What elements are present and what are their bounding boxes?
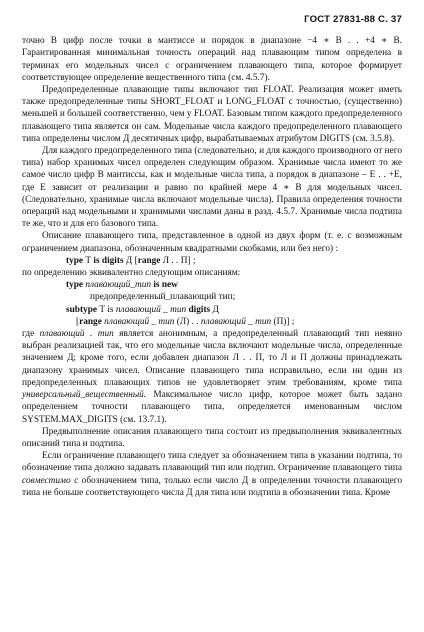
code-line-4: subtype Т is плавающий _ тип digits Д: [66, 304, 219, 315]
paragraph-7: Если ограничение плавающего типа следует за обозначением типа в указании подтипа, то обозначение типа должно задавать плавающий тип или подтип. Ограничение плавающего типа совместимо с обозначением типа, только если число Д в определении точности плавающего типа не больше соответствующего числа Д для типа или подтипа в обозначении типа. Кроме: [22, 451, 402, 498]
paragraph-3: Для каждого предопределенного типа (следовательно, и для каждого производного от него типа) набор хранимых чисел определен следующим образом. Хранимые числа имеют то же самое число цифр В мантиссы, как и модельные числа типа, а порядок в диапазоне – Е . . +Е, где Е зависит от реализации и равно по крайней мере 4 ∗ В для модельных чисел. (Следовательно, хранимые числа включают модельные числа). Правила определения точности операций над модельными и хранимыми числами даны в разд. 4.5.7. Хранимые числа подтипа те же, что и для его базового типа.: [22, 146, 402, 230]
paragraph-4: Описание плавающего типа, представленное в одной из двух форм (т. е. с возможным ограничением диапазона, обозначенным квадратными скобками, или без него) :: [22, 231, 402, 254]
keyword-type: type: [66, 255, 84, 266]
keyword-is-digits: is digits: [93, 255, 124, 266]
paragraph-2: Предопределенные плавающие типы включают тип FLOAT. Реализация может иметь также предопределенные типы SHORT_FLOAT и LONG_FLOAT с точностью, (существенно) меньшей и большей соответственно, чем у FLOAT. Базовым типом каждого предопределенного плавающего типа является он сам. Модельные числа каждого предопределенного плавающего типа определены числом Д десятичных цифр, вырабатываемых атрибутом DIGITS (см. 3.5.8).: [22, 85, 402, 144]
keyword-range: range: [137, 255, 161, 266]
paragraph-5: где плавающий . тип является анонимным, а предопределенный плавающий тип неявно выбран реализацией так, что его модельные числа включают модельные числа, определенные значением Д; кроме того, если добавлен диапазон Л . . П, то Л и П должны принадлежать диапазону хранимых чисел. Описание плавающего типа исправильно, если ни один из предопределенных плавающих типов не удовлетворяет этим требованиям, кроме типа универсальный_вещественный. Максимальное число цифр, которое может быть задано определением точности плавающего типа, определяется именованным числом SYSTEM.MAX_DIGITS (см. 13.7.1).: [22, 329, 402, 425]
page-header: ГОСТ 27831-88 С. 37: [304, 14, 402, 25]
code-line-3: предопределенный_плавающий тип;: [90, 292, 236, 303]
paragraph-6: Предвыполнение описания плавающего типа состоит из предвыполнения эквивалентных описаний типа и подтипа.: [22, 426, 402, 449]
equiv-line: по определению эквивалентно следующим описаниям:: [22, 268, 241, 279]
code-line-5: [range плавающий _ тип (Л) . . плавающий _ тип (П)] ;: [76, 316, 295, 327]
code-line-1: type Т is digits Д [range Л . . П] ;: [66, 255, 196, 266]
paragraph-1: точно В цифр после точки в мантиссе и порядок в диапазоне −4 ∗ В . . +4 ∗ В. Гарантированная минимальная точность операций над плавающим типом определена в терминах его модельных чисел с ограничением плавающего типа, которое формирует соответствующее определение вещественного типа (см. 4.5.7).: [22, 36, 402, 83]
code-line-2: type плавающий_тип is new: [66, 280, 178, 291]
